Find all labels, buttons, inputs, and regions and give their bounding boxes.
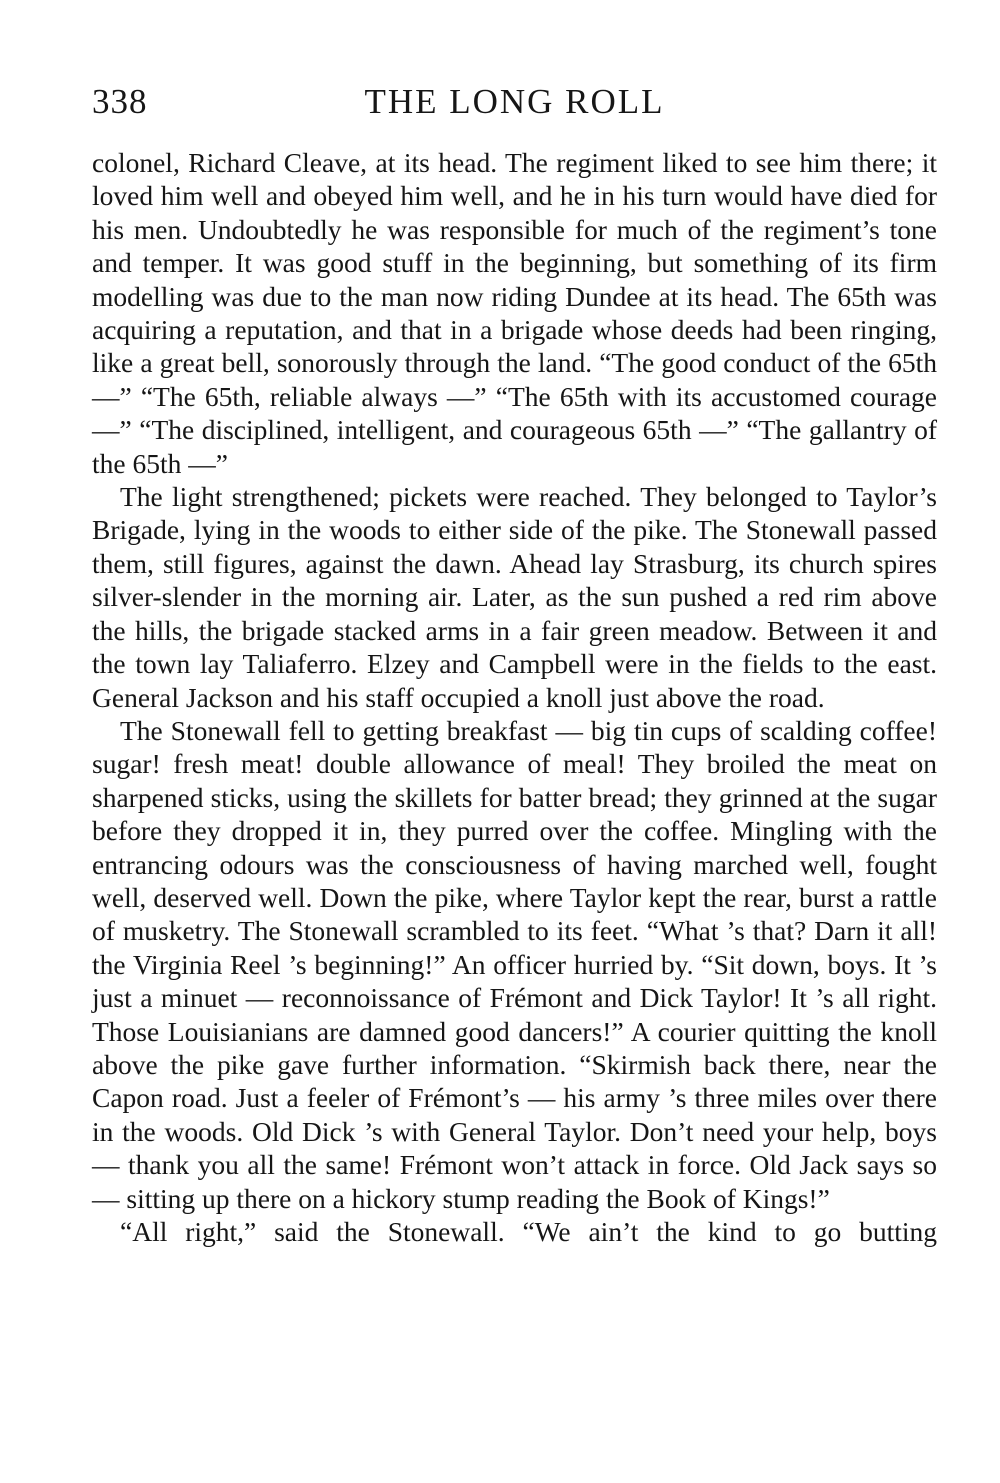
paragraph-1: colonel, Richard Cleave, at its head. The regiment liked to see him there; it loved him well and obeyed him well, and he in his turn would have died for his men. Undoubtedly he was responsible for much of the regiment’s tone and temper. It was good stuff in the beginning, but something of its firm modelling was due to the man now riding Dundee at its head. The 65th was acquiring a reputation, and that in a brigade whose deeds had been ringing, like a great bell, sonorously through the land. “The good conduct of the 65th —” “The 65th, reliable always —” “The 65th with its accustomed courage —” “The disciplined, intelligent, and courageous 65th —” “The gallantry of the 65th —” xyxy=(92,147,937,479)
paragraph-2: The light strengthened; pickets were reached. They belonged to Taylor’s Brigade, lying in the woods to either side of the pike. The Stonewall passed them, still figures, against the dawn. Ahead lay Strasburg, its church spires silver-slender in the morning air. Later, as the sun pushed a red rim above the hills, the brigade stacked arms in a fair green meadow. Between it and the town lay Taliaferro. Elzey and Campbell were in the fields to the east. General Jackson and his staff occupied a knoll just above the road. xyxy=(92,481,937,713)
book-page xyxy=(92,82,937,1248)
page-header xyxy=(92,82,937,132)
running-title: THE LONG ROLL xyxy=(364,82,665,121)
page-number: 338 xyxy=(92,82,148,121)
paragraph-4: “All right,” said the Stonewall. “We ain’t the kind to go butting xyxy=(120,1216,937,1247)
paragraph-3: The Stonewall fell to getting breakfast — big tin cups of scalding coffee! sugar! fresh meat! double allowance of meal! They broiled the meat on sharpened sticks, using the skillets for batter bread; they grinned at the sugar before they dropped it in, they purred over the coffee. Mingling with the entrancing odours was the consciousness of having marched well, fought well, deserved well. Down the pike, where Taylor kept the rear, burst a rattle of musketry. The Stonewall scrambled to its feet. “What ’s that? Darn it all! the Virginia Reel ’s beginning!” An officer hurried by. “Sit down, boys. It ’s just a minuet — reconnoissance of Frémont and Dick Taylor! It ’s all right. Those Louisianians are damned good dancers!” A courier quitting the knoll above the pike gave further information. “Skirmish back there, near the Capon road. Just a feeler of Frémont’s — his army ’s three miles over there in the woods. Old Dick ’s with General Taylor. Don’t need your help, boys — thank you all the same! Frémont won’t attack in force. Old Jack says so — sitting up there on a hickory stump reading the Book of Kings!” xyxy=(92,714,937,1214)
